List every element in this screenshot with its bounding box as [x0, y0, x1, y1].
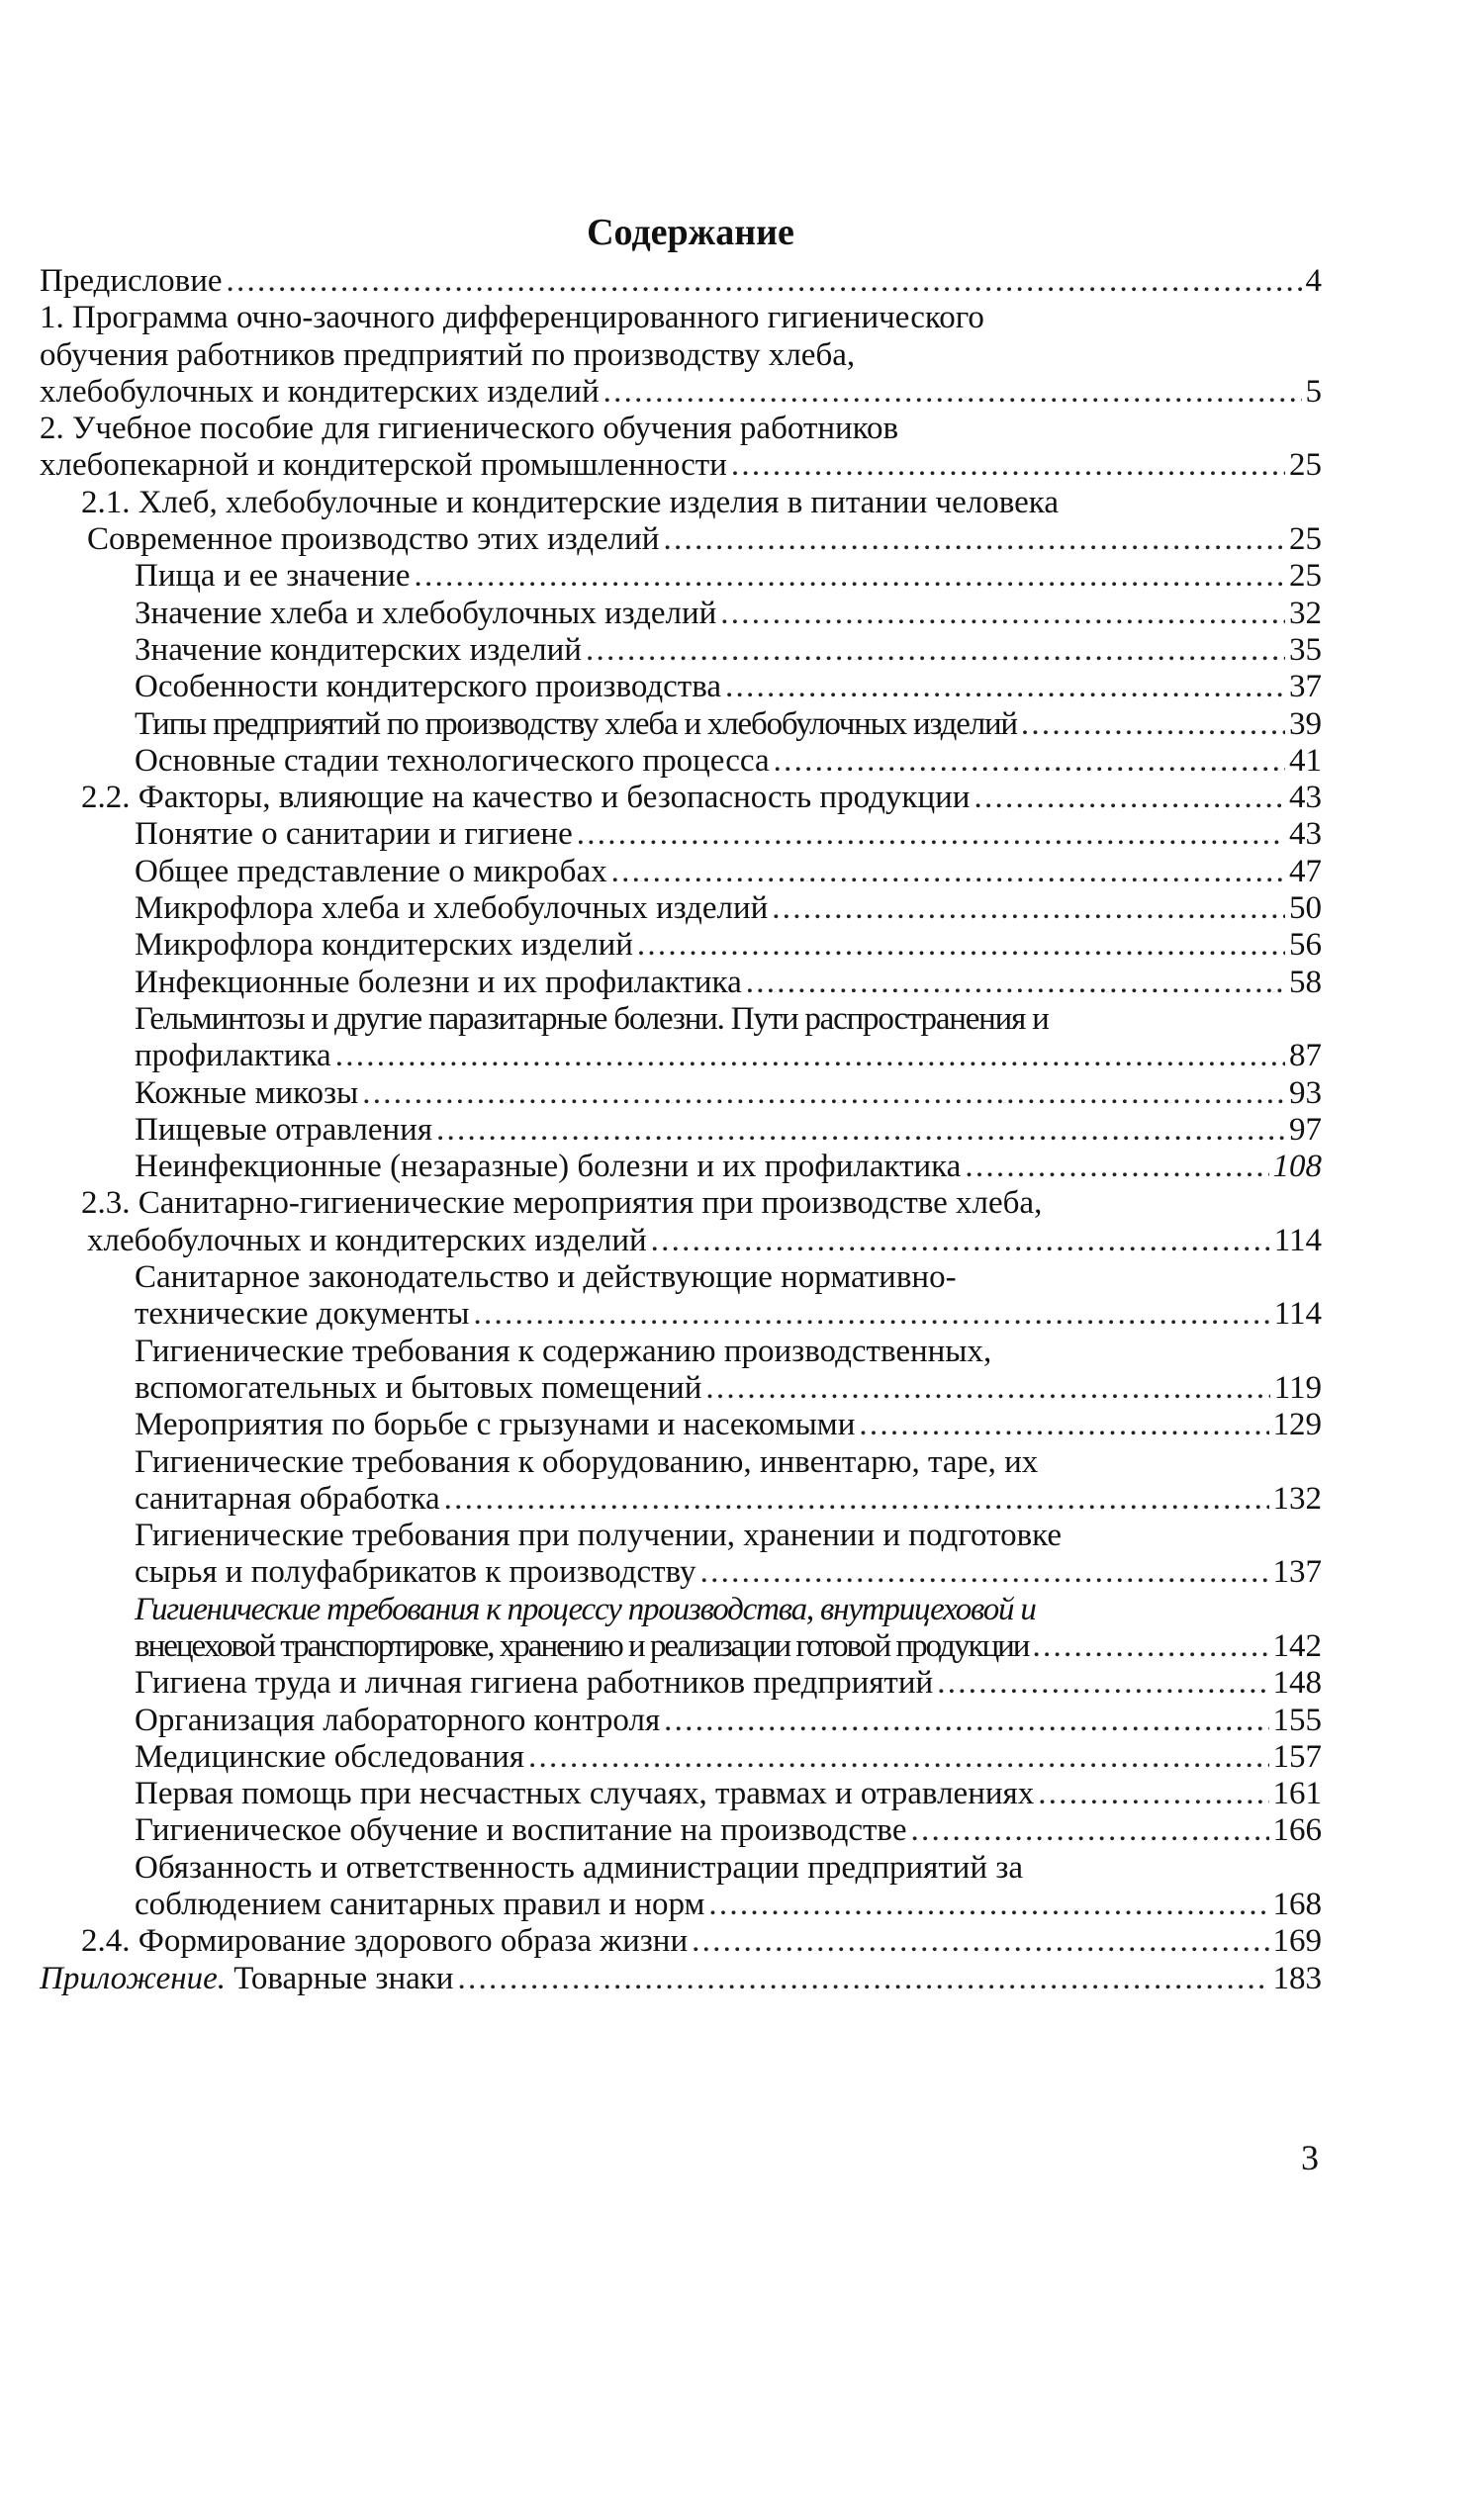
dot-leader: [457, 1961, 1268, 1997]
toc-entry-text: Гельминтозы и другие паразитарные болезни. Пути распространения и: [135, 1000, 1049, 1037]
toc-entry: [40, 1703, 1322, 1739]
toc-entry-text: Гигиенические требования к содержанию производственных,: [135, 1333, 992, 1369]
toc-entry-page: 97: [1289, 1111, 1322, 1148]
toc-entry-text: Гигиена труда и личная гигиена работников предприятий: [135, 1665, 934, 1702]
toc-entry-text: Первая помощь при несчастных случаях, травмах и отравлениях: [135, 1776, 1035, 1812]
toc-entry-text: Товарные знаки: [233, 1960, 454, 1996]
toc-entry-text: Основные стадии технологического процесса: [135, 742, 770, 779]
toc-entry-text: Обязанность и ответственность администрации предприятий за: [135, 1849, 1024, 1886]
toc-entry-text: Гигиеническое обучение и воспитание на производстве: [135, 1812, 907, 1849]
toc-entry-page: 137: [1272, 1554, 1322, 1591]
dot-leader: [651, 1223, 1270, 1259]
dot-leader: [603, 374, 1302, 411]
toc-entry-text: сырья и полуфабрикатов к производству: [135, 1554, 696, 1591]
dot-leader: [705, 1370, 1269, 1407]
toc-entry-page: 56: [1289, 927, 1322, 964]
dot-leader: [528, 1739, 1269, 1776]
toc-entry-text: санитарная обработка: [135, 1480, 440, 1517]
toc-entry-page: 161: [1272, 1776, 1322, 1812]
toc-entry: [40, 1554, 1322, 1591]
dot-leader: [664, 1703, 1268, 1739]
dot-leader: [746, 965, 1285, 1001]
toc-entry-page: 5: [1305, 373, 1322, 410]
dot-leader: [774, 743, 1285, 780]
toc-entry: [40, 1776, 1322, 1812]
dot-leader: [708, 1887, 1268, 1923]
toc-entry: [40, 596, 1322, 632]
dot-leader: [444, 1481, 1269, 1518]
toc-entry-page: 169: [1272, 1923, 1322, 1960]
toc-entry-text: Организация лабораторного контроля: [135, 1702, 661, 1738]
dot-leader: [725, 669, 1285, 705]
dot-leader: [577, 816, 1285, 853]
dot-leader: [637, 927, 1285, 964]
dot-leader: [859, 1407, 1268, 1443]
dot-leader: [415, 558, 1286, 595]
toc-entry: [40, 669, 1322, 705]
toc-entry-text: Мероприятия по борьбе с грызунами и насекомыми: [135, 1407, 856, 1443]
toc-entry: [40, 927, 1322, 964]
toc-entry: [40, 1812, 1322, 1849]
toc-entry-text: обучения работников предприятий по производству хлеба,: [40, 336, 856, 373]
toc-entry-page: 183: [1272, 1960, 1322, 1996]
toc-entry-page: 148: [1272, 1665, 1322, 1702]
toc-entry: [40, 1665, 1322, 1702]
toc-entry: [40, 447, 1322, 484]
toc-entry: [40, 1370, 1322, 1407]
toc-entry-text: Пищевые отравления: [135, 1111, 432, 1148]
toc-entry: [40, 890, 1322, 927]
dot-leader: [335, 1038, 1285, 1074]
toc-entry-page: 93: [1289, 1074, 1322, 1111]
toc-entry: [40, 1628, 1322, 1665]
dot-leader: [1032, 1628, 1268, 1665]
toc-entry-page: 108: [1272, 1149, 1322, 1185]
toc-entry-text: Понятие о санитарии и гигиене: [135, 816, 573, 853]
toc-entry: [40, 854, 1322, 890]
toc-entry: [40, 1112, 1322, 1149]
toc-entry: [40, 1038, 1322, 1074]
toc-entry-page: 37: [1289, 669, 1322, 705]
toc-entry-text: Типы предприятий по производству хлеба и хлебобулочных изделий: [135, 705, 1017, 742]
toc-entry-text: Значение кондитерских изделий: [135, 631, 582, 668]
dot-leader: [586, 632, 1285, 669]
toc-entry-page: 87: [1289, 1038, 1322, 1074]
toc-entry: [40, 263, 1322, 300]
appendix-label: Приложение.: [40, 1960, 226, 1996]
toc-entry-page: 50: [1289, 890, 1322, 927]
toc-entry-text: Гигиенические требования при получении, хранении и подготовке: [135, 1518, 1063, 1554]
dot-leader: [720, 596, 1285, 632]
toc-entry-text: 1. Программа очно-заочного дифференцированного гигиенического: [40, 300, 984, 336]
toc-entry-text: Современное производство этих изделий: [87, 521, 660, 558]
toc-entry-page: 32: [1289, 595, 1322, 631]
dot-leader: [937, 1665, 1268, 1702]
toc-entry-text: хлебобулочных и кондитерских изделий: [40, 373, 600, 410]
toc-entry: [40, 1296, 1322, 1333]
dot-leader: [227, 263, 1302, 300]
toc-entry: [40, 1923, 1322, 1960]
toc-entry-text: вспомогательных и бытовых помещений: [135, 1369, 702, 1406]
toc-entry: [40, 780, 1322, 816]
toc-entry-page: 25: [1289, 558, 1322, 595]
toc-entry-page: 4: [1305, 263, 1322, 299]
toc-entry-page: 168: [1272, 1887, 1322, 1923]
toc-entry-text: Гигиенические требования к оборудованию, инвентарю, таре, их: [135, 1443, 1039, 1480]
toc-entry: [40, 521, 1322, 558]
toc-entry-page: 132: [1272, 1480, 1322, 1517]
toc-entry-page: 58: [1289, 964, 1322, 1000]
toc-entry: [40, 1739, 1322, 1776]
toc-entry-text: 2.4. Формирование здорового образа жизни: [81, 1923, 689, 1960]
toc-entry: [40, 965, 1322, 1001]
toc-entry-text: 2.3. Санитарно-гигиенические мероприятия при производстве хлеба,: [81, 1185, 1043, 1222]
dot-leader: [362, 1075, 1285, 1112]
toc-entry: [40, 1481, 1322, 1518]
toc-entry-page: 41: [1289, 742, 1322, 779]
toc-entry-page: 114: [1273, 1296, 1322, 1333]
toc-entry: [40, 743, 1322, 780]
page-title: Содержание: [587, 212, 794, 253]
toc-entry-text: Медицинские обследования: [135, 1738, 524, 1775]
toc-entry-text: 2. Учебное пособие для гигиенического обучения работников: [40, 411, 899, 447]
toc-entry-text: Неинфекционные (незаразные) болезни и их профилактика: [135, 1149, 962, 1185]
toc-entry-text: хлебопекарной и кондитерской промышленности: [40, 447, 727, 484]
dot-leader: [611, 854, 1285, 890]
toc-entry-text: Гигиенические требования к процессу производства, внутрицеховой и: [135, 1591, 1036, 1627]
toc-entry-page: 142: [1272, 1627, 1322, 1664]
toc-entry-page: 25: [1289, 447, 1322, 484]
dot-leader: [910, 1812, 1268, 1849]
toc-entry: [40, 632, 1322, 669]
toc-entry: [40, 1887, 1322, 1923]
toc-entry-text: соблюдением санитарных правил и норм: [135, 1887, 705, 1923]
toc-entry: [40, 816, 1322, 853]
dot-leader: [692, 1923, 1268, 1960]
toc-entry: [40, 1961, 1322, 1997]
dot-leader: [1038, 1776, 1268, 1812]
toc-entry-text: технические документы: [135, 1296, 470, 1333]
toc-entry-text: Пища и ее значение: [135, 558, 411, 595]
toc-entry-text: Общее представление о микробах: [135, 853, 607, 889]
toc-entry-page: 35: [1289, 631, 1322, 668]
dot-leader: [473, 1296, 1269, 1333]
toc-entry-page: 119: [1273, 1369, 1322, 1406]
toc-entry-text: Санитарное законодательство и действующие нормативно-: [135, 1259, 957, 1296]
toc-entry-page: 114: [1273, 1222, 1322, 1258]
toc-entry: [40, 1223, 1322, 1259]
dot-leader: [772, 890, 1285, 927]
toc-entry-page: 25: [1289, 521, 1322, 558]
toc-entry-text: Значение хлеба и хлебобулочных изделий: [135, 595, 717, 631]
dot-leader: [1021, 706, 1285, 743]
toc-entry-text: Микрофлора кондитерских изделий: [135, 927, 633, 964]
dot-leader: [700, 1554, 1269, 1591]
toc-entry: [40, 1149, 1322, 1185]
toc-entry-text: Микрофлора хлеба и хлебобулочных изделий: [135, 890, 769, 927]
toc-entry-page: 43: [1289, 816, 1322, 853]
toc-entry-page: 129: [1272, 1407, 1322, 1443]
toc-entry-text: Инфекционные болезни и их профилактика: [135, 964, 742, 1000]
dot-leader: [731, 447, 1285, 484]
toc-entry: [40, 1075, 1322, 1112]
toc-entry-text: 2.2. Факторы, влияющие на качество и безопасность продукции: [81, 780, 971, 816]
dot-leader: [965, 1149, 1268, 1185]
toc-entry: [40, 706, 1322, 743]
dot-leader: [436, 1112, 1285, 1149]
toc-entry-page: 166: [1272, 1812, 1322, 1849]
toc-entry-page: 43: [1289, 780, 1322, 816]
toc-entry-text: Предисловие: [40, 263, 223, 299]
toc-entry: [40, 1407, 1322, 1443]
toc-entry-text: внецеховой транспортировке, хранению и реализации готовой продукции: [135, 1627, 1029, 1664]
toc-entry-page: 47: [1289, 853, 1322, 889]
dot-leader: [663, 521, 1285, 558]
table-of-contents: [40, 208, 1322, 1997]
toc-entry-text: Особенности кондитерского производства: [135, 669, 722, 705]
toc-entry-page: 39: [1289, 705, 1322, 742]
toc-entry: [40, 374, 1322, 411]
toc-entry-text: хлебобулочных и кондитерских изделий: [87, 1222, 647, 1258]
toc-entry-text: Кожные микозы: [135, 1074, 359, 1111]
toc-entry-page: 155: [1272, 1702, 1322, 1738]
dot-leader: [974, 780, 1285, 816]
page-number: 3: [1301, 2138, 1319, 2177]
toc-entry-page: 157: [1272, 1738, 1322, 1775]
toc-entry: [40, 558, 1322, 595]
toc-entry-text: профилактика: [135, 1038, 331, 1074]
toc-entry-text: 2.1. Хлеб, хлебобулочные и кондитерские изделия в питании человека: [81, 484, 1059, 520]
